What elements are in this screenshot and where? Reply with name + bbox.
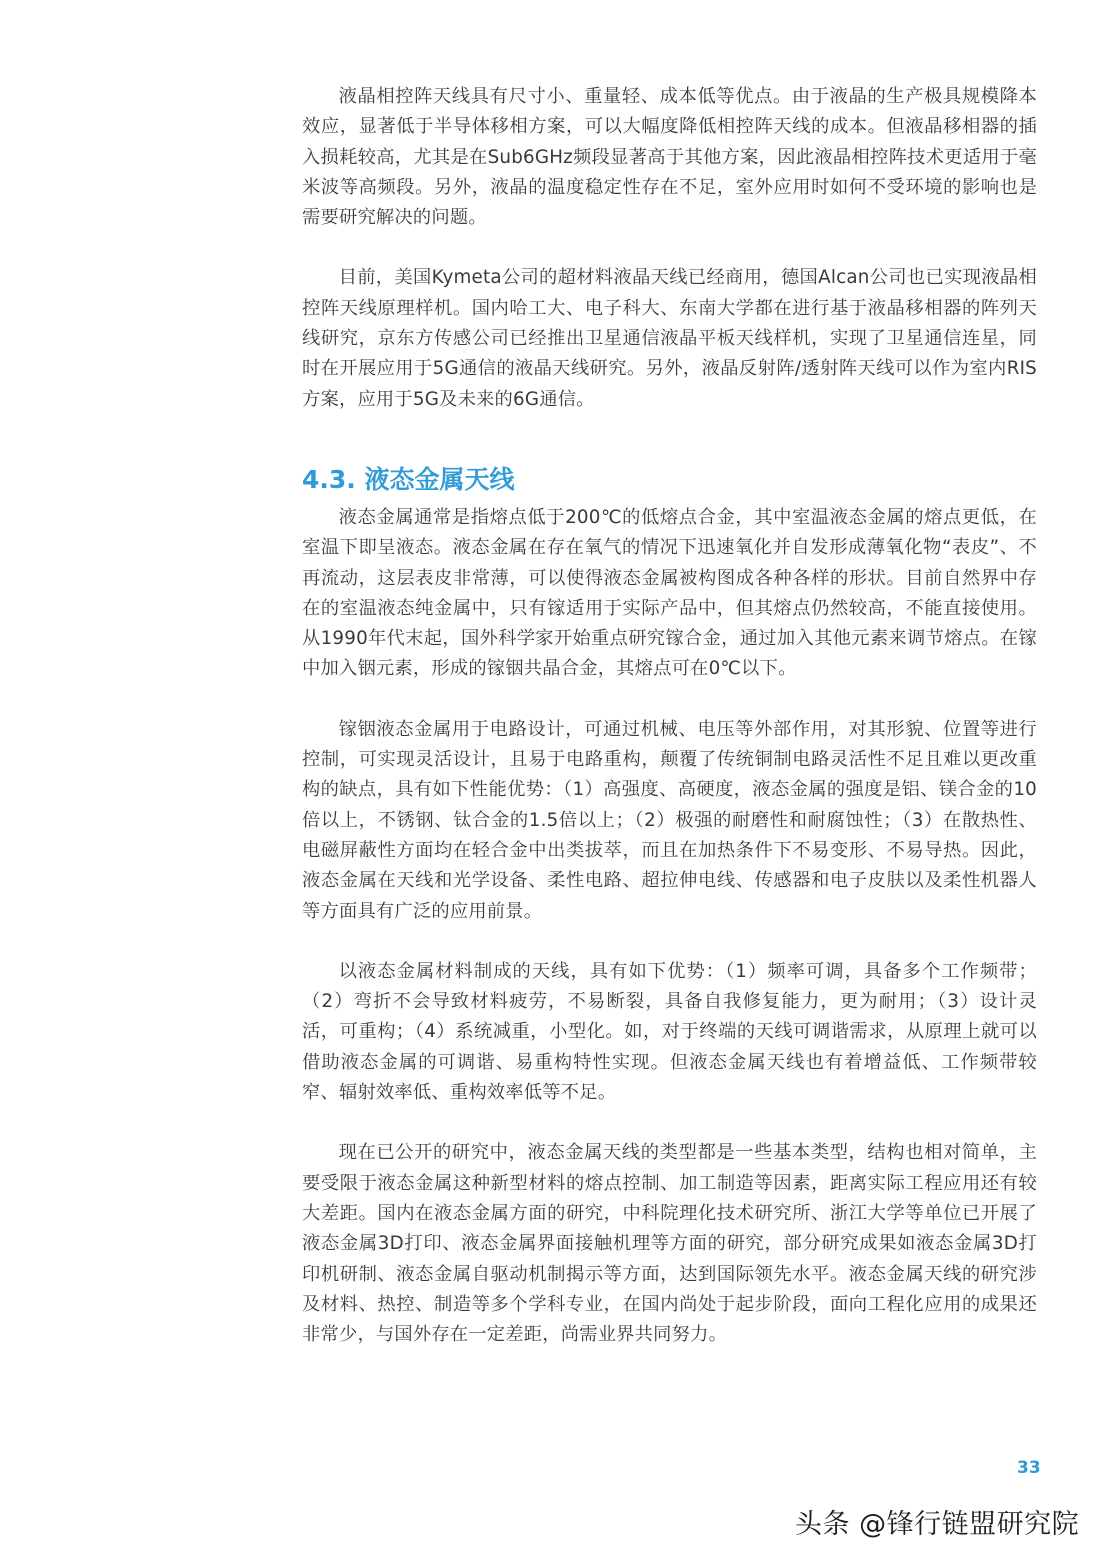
paragraph: 现在已公开的研究中，液态金属天线的类型都是一些基本类型，结构也相对简单，主要受限于液态金属这种新型材料的熔点控制、加工制造等因素，距离实际工程应用还有较大差距。国内在液态金属方面的研究，中科院理化技术研究所、浙江大学等单位已开展了液态金属3D打印、液态金属界面接触机理等方面的研究，部分研究成果如液态金属3D打印机研制、液态金属自驱动机制揭示等方面，达到国际领先水平。液态金属天线的研究涉及材料、热控、制造等多个学科专业，在国内尚处于起步阶段，面向工程化应用的成果还非常少，与国外存在一定差距，尚需业界共同努力。 <box>302 1142 1037 1346</box>
section-heading: 4.3. 液态金属天线 <box>302 464 515 494</box>
paragraph: 以液态金属材料制成的天线，具有如下优势：（1）频率可调，具备多个工作频带；（2）弯折不会导致材料疲劳，不易断裂，具备自我修复能力，更为耐用；（3）设计灵活，可重构；（4）系统减重，小型化。如，对于终端的天线可调谐需求，从原理上就可以借助液态金属的可调谐、易重构特性实现。但液态金属天线也有着增益低、工作频带较窄、辐射效率低、重构效率低等不足。 <box>302 960 1037 1104</box>
paragraph: 目前，美国Kymeta公司的超材料液晶天线已经商用，德国Alcan公司也已实现液晶相控阵天线原理样机。国内哈工大、电子科大、东南大学都在进行基于液晶移相器的阵列天线研究，京东方传感公司已经推出卫星通信液晶平板天线样机，实现了卫星通信连星，同时在开展应用于5G通信的液晶天线研究。另外，液晶反射阵/透射阵天线可以作为室内RIS方案，应用于5G及未来的6G通信。 <box>302 267 1037 410</box>
paragraph: 液晶相控阵天线具有尺寸小、重量轻、成本低等优点。由于液晶的生产极具规模降本效应，显著低于半导体移相方案，可以大幅度降低相控阵天线的成本。但液晶移相器的插入损耗较高，尤其是在Sub6GHz频段显著高于其他方案，因此液晶相控阵技术更适用于毫米波等高频段。另外，液晶的温度稳定性存在不足，室外应用时如何不受环境的影响也是需要研究解决的问题。 <box>302 86 1037 229</box>
watermark: 头条 @锋行链盟研究院 <box>795 1509 1080 1540</box>
page-body <box>302 82 1037 1350</box>
paragraph: 液态金属通常是指熔点低于200℃的低熔点合金，其中室温液态金属的熔点更低，在室温下即呈液态。液态金属在存在氧气的情况下迅速氧化并自发形成薄氧化物“表皮”、不再流动，这层表皮非常薄，可以使得液态金属被构图成各种各样的形状。目前自然界中存在的室温液态纯金属中，只有镓适用于实际产品中，但其熔点仍然较高，不能直接使用。从1990年代末起，国外科学家开始重点研究镓合金，通过加入其他元素来调节熔点。在镓中加入铟元素，形成的镓铟共晶合金，其熔点可在0℃以下。 <box>302 506 1037 680</box>
paragraph: 镓铟液态金属用于电路设计，可通过机械、电压等外部作用，对其形貌、位置等进行控制，可实现灵活设计，且易于电路重构，颠覆了传统铜制电路灵活性不足且难以更改重构的缺点，具有如下性能优势：（1）高强度、高硬度，液态金属的强度是铝、镁合金的10倍以上，不锈钢、钛合金的1.5倍以上；（2）极强的耐磨性和耐腐蚀性；（3）在散热性、电磁屏蔽性方面均在轻合金中出类拔萃，而且在加热条件下不易变形、不易导热。因此，液态金属在天线和光学设备、柔性电路、超拉伸电线、传感器和电子皮肤以及柔性机器人等方面具有广泛的应用前景。 <box>302 718 1037 922</box>
page-number: 33 <box>1017 1458 1041 1478</box>
